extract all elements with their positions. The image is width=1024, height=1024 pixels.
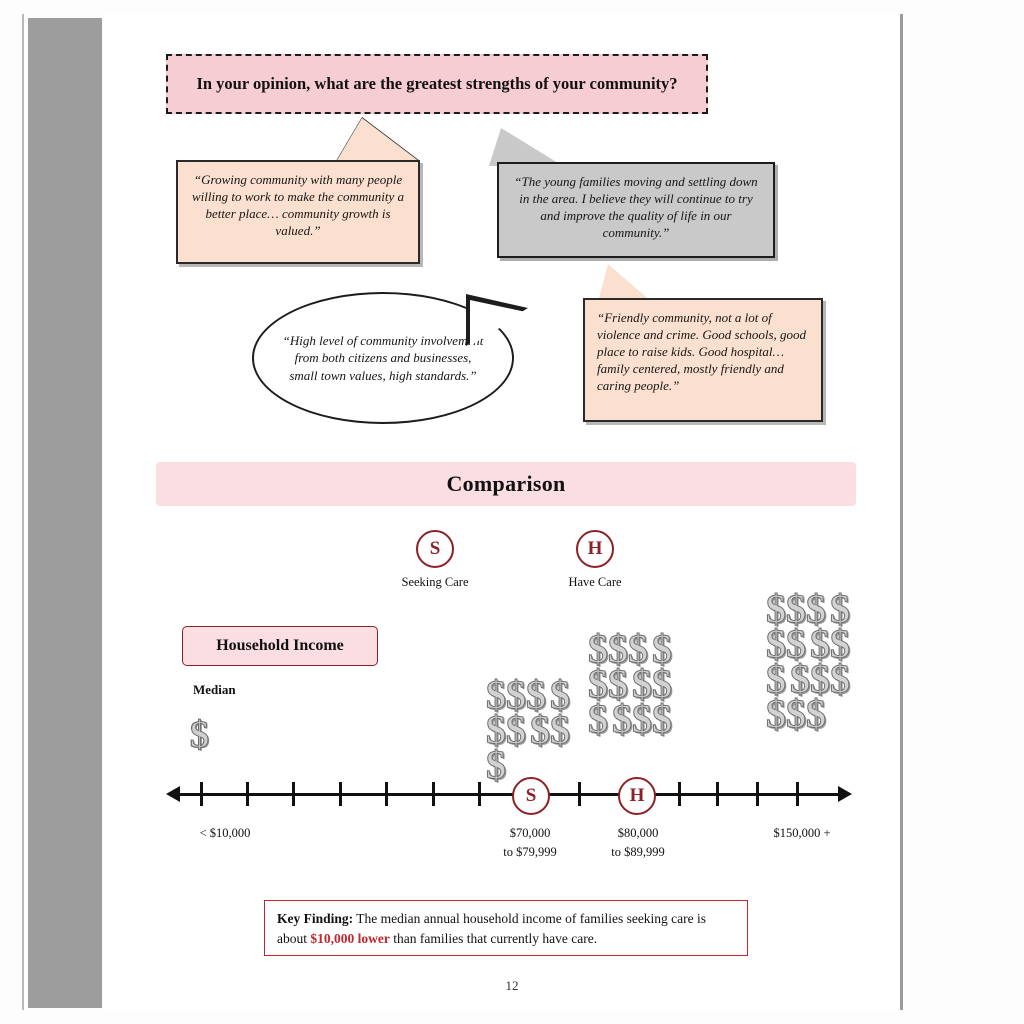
axis-arrow-left-icon	[166, 786, 180, 802]
dollar-icon: $	[806, 691, 826, 736]
seeking-care-icon: S	[416, 530, 454, 568]
page-border-left	[22, 14, 24, 1010]
legend-label-seeking-care: Seeking Care	[401, 575, 469, 589]
axis-tick	[578, 782, 581, 806]
axis-label-150k: $150,000 +	[773, 826, 831, 840]
dollar-icon: $	[830, 621, 850, 666]
comparison-band	[156, 462, 856, 506]
legend-label-have-care: Have Care	[568, 575, 622, 589]
dollar-icon: $	[766, 621, 786, 666]
money-stack-150k	[766, 586, 866, 736]
quote-community-involvement: “High level of community involvement from both citizens and businesses, small town values, high standards.”	[252, 292, 514, 424]
dollar-icon: $	[652, 626, 672, 671]
axis-tick	[292, 782, 295, 806]
axis-tick	[385, 782, 388, 806]
quote-growing-community: “Growing community with many people willing to work to make the community a better place… community growth is valued.”	[176, 160, 420, 264]
dollar-icon: $	[486, 672, 506, 717]
dollar-icon: $	[766, 586, 786, 631]
axis-tick	[796, 782, 799, 806]
dollar-icon: $	[608, 626, 628, 671]
dollar-icon: $	[652, 661, 672, 706]
axis-label-under-10k: < $10,000	[199, 826, 251, 840]
dollar-icon: $	[786, 691, 806, 736]
axis-arrow-right-icon	[838, 786, 852, 802]
dollar-icon: $	[588, 661, 608, 706]
money-stack-have-care	[588, 626, 688, 741]
dollar-icon: $	[830, 586, 850, 631]
dollar-icon: $	[810, 656, 830, 701]
key-finding-box	[264, 900, 748, 956]
dollar-icon: $	[766, 656, 786, 701]
quote-4-tail	[598, 264, 652, 302]
quote-2-tail	[489, 128, 563, 166]
dollar-icon: $	[830, 656, 850, 701]
dollar-icon: $	[486, 707, 506, 752]
question-banner: In your opinion, what are the greatest strengths of your community?	[166, 54, 708, 114]
dollar-icon: $	[530, 707, 550, 752]
income-axis-line	[176, 793, 842, 796]
dollar-icon: $	[486, 742, 506, 787]
dollar-icon: $	[526, 672, 546, 717]
axis-tick	[678, 782, 681, 806]
legend-seeking-care	[392, 530, 478, 590]
axis-tick	[339, 782, 342, 806]
page-shadow-bar	[28, 18, 102, 1008]
quote-friendly-community: “Friendly community, not a lot of violence and crime. Good schools, good place to raise kids. Good hospital… family centered, mostly friendly and caring people.”	[583, 298, 823, 422]
median-label: Median	[193, 682, 236, 697]
dollar-icon: $	[628, 626, 648, 671]
dollar-icon: $	[810, 621, 830, 666]
dollar-icon: $	[786, 621, 806, 666]
dollar-icon: $	[790, 656, 810, 701]
dollar-icon: $	[766, 691, 786, 736]
dollar-icon: $	[612, 696, 632, 741]
axis-marker-seeking-care: S	[512, 777, 550, 815]
legend-have-care	[552, 530, 638, 590]
axis-tick	[478, 782, 481, 806]
axis-tick	[246, 782, 249, 806]
axis-tick	[716, 782, 719, 806]
dollar-icon: $	[506, 672, 526, 717]
have-care-icon: H	[576, 530, 614, 568]
axis-marker-have-care: H	[618, 777, 656, 815]
axis-tick	[756, 782, 759, 806]
page-border-right	[900, 14, 903, 1010]
quote-young-families: “The young families moving and settling down in the area. I believe they will continue to try and improve the quality of life in our community.”	[497, 162, 775, 258]
axis-tick	[200, 782, 203, 806]
dollar-icon: $	[608, 661, 628, 706]
comparison-title: Comparison	[446, 471, 566, 496]
dollar-icon: $	[806, 586, 826, 631]
dollar-icon: $	[550, 672, 570, 717]
axis-tick	[432, 782, 435, 806]
dollar-icon: $	[632, 661, 652, 706]
dollar-icon: $	[506, 707, 526, 752]
key-finding-text-before: The median annual household income of families seeking care is about	[277, 911, 707, 947]
quote-1-tail	[336, 118, 420, 162]
household-income-label: Household Income	[182, 626, 378, 666]
key-finding-prefix: Key Finding:	[277, 911, 354, 926]
money-icon-median: $	[190, 714, 209, 756]
dollar-icon: $	[652, 696, 672, 741]
axis-label-80k: $80,000 to $89,999	[611, 826, 665, 859]
page-number: 12	[505, 978, 519, 993]
key-finding-text-after: than families that currently have care.	[389, 931, 598, 947]
dollar-icon: $	[588, 626, 608, 671]
key-finding-highlight: $10,000 lower	[310, 931, 390, 947]
money-stack-seeking-care	[486, 672, 578, 787]
dollar-icon: $	[588, 696, 608, 741]
dollar-icon: $	[786, 586, 806, 631]
dollar-icon: $	[632, 696, 652, 741]
quote-3-tail	[470, 300, 526, 346]
axis-label-70k: $70,000 to $79,999	[503, 826, 557, 859]
dollar-icon: $	[550, 707, 570, 752]
